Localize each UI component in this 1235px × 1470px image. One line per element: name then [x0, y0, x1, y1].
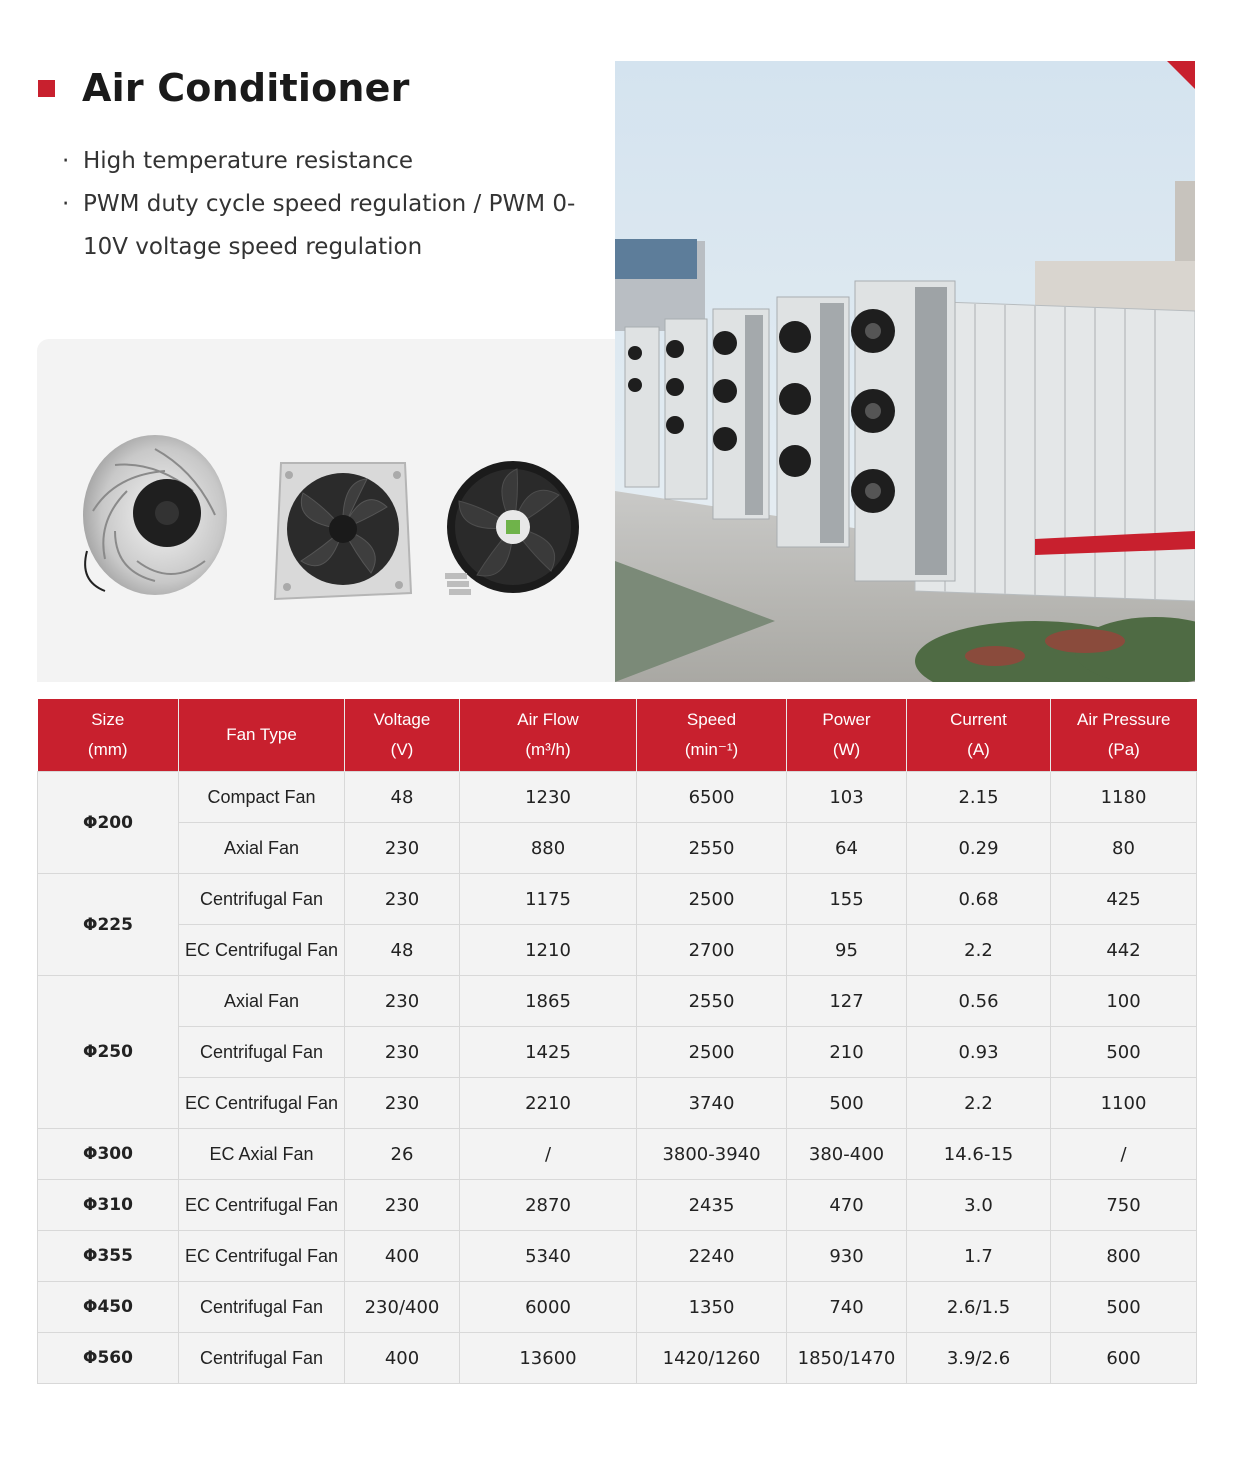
cell-power: 1850/1470 [787, 1333, 907, 1384]
cell-fan-type: EC Centrifugal Fan [179, 925, 345, 976]
cell-power: 740 [787, 1282, 907, 1333]
cell-speed: 2700 [637, 925, 787, 976]
cell-fan-type: Centrifugal Fan [179, 874, 345, 925]
cell-fan-type: Axial Fan [179, 976, 345, 1027]
cell-voltage: 400 [345, 1333, 460, 1384]
cell-air-pressure: 100 [1051, 976, 1197, 1027]
cell-air-flow: 1230 [460, 772, 637, 823]
cell-air-flow: / [460, 1129, 637, 1180]
feature-text: High temperature resistance [83, 148, 413, 174]
cell-power: 95 [787, 925, 907, 976]
cell-air-flow: 1175 [460, 874, 637, 925]
column-header-power: Power (W) [787, 699, 907, 772]
cell-power: 380-400 [787, 1129, 907, 1180]
column-header-voltage: Voltage (V) [345, 699, 460, 772]
cell-air-flow: 1425 [460, 1027, 637, 1078]
cell-size: Φ225 [38, 874, 179, 976]
cell-voltage: 48 [345, 925, 460, 976]
column-header-air-pressure: Air Pressure (Pa) [1051, 699, 1197, 772]
cell-voltage: 26 [345, 1129, 460, 1180]
cell-size: Φ310 [38, 1180, 179, 1231]
cell-current: 2.2 [907, 1078, 1051, 1129]
cell-fan-type: EC Centrifugal Fan [179, 1231, 345, 1282]
cell-speed: 2500 [637, 874, 787, 925]
cell-speed: 2550 [637, 976, 787, 1027]
cell-air-flow: 2210 [460, 1078, 637, 1129]
table-row [38, 772, 1197, 823]
cell-air-flow: 1865 [460, 976, 637, 1027]
cell-air-pressure: 425 [1051, 874, 1197, 925]
cell-voltage: 230 [345, 1027, 460, 1078]
table-body [38, 772, 1197, 1384]
cell-size: Φ560 [38, 1333, 179, 1384]
cell-voltage: 230 [345, 1180, 460, 1231]
bullet-icon: · [62, 191, 70, 217]
cell-size: Φ250 [38, 976, 179, 1129]
cell-current: 0.68 [907, 874, 1051, 925]
cell-power: 155 [787, 874, 907, 925]
cell-speed: 1420/1260 [637, 1333, 787, 1384]
cell-air-pressure: 750 [1051, 1180, 1197, 1231]
cell-speed: 6500 [637, 772, 787, 823]
cell-fan-type: EC Centrifugal Fan [179, 1078, 345, 1129]
cell-voltage: 230 [345, 1078, 460, 1129]
cell-power: 64 [787, 823, 907, 874]
column-header-current: Current (A) [907, 699, 1051, 772]
feature-item [62, 140, 582, 183]
cell-current: 14.6-15 [907, 1129, 1051, 1180]
cell-air-flow: 880 [460, 823, 637, 874]
cell-current: 0.93 [907, 1027, 1051, 1078]
table-row [38, 1078, 1197, 1129]
cell-power: 103 [787, 772, 907, 823]
table-header-row [38, 699, 1197, 772]
cell-air-flow: 13600 [460, 1333, 637, 1384]
cell-speed: 3800-3940 [637, 1129, 787, 1180]
fan-products-panel [37, 339, 637, 682]
cell-air-flow: 5340 [460, 1231, 637, 1282]
cell-size: Φ355 [38, 1231, 179, 1282]
cell-fan-type: EC Axial Fan [179, 1129, 345, 1180]
cell-size: Φ300 [38, 1129, 179, 1180]
table-row [38, 925, 1197, 976]
cell-power: 210 [787, 1027, 907, 1078]
cell-fan-type: Compact Fan [179, 772, 345, 823]
feature-item [62, 183, 582, 269]
cell-air-pressure: 500 [1051, 1027, 1197, 1078]
corner-accent [1167, 61, 1195, 89]
cell-air-flow: 1210 [460, 925, 637, 976]
cell-air-pressure: 1100 [1051, 1078, 1197, 1129]
cell-power: 470 [787, 1180, 907, 1231]
container-air-conditioners-image [615, 61, 1195, 682]
cell-fan-type: EC Centrifugal Fan [179, 1180, 345, 1231]
cell-current: 2.15 [907, 772, 1051, 823]
cell-voltage: 230/400 [345, 1282, 460, 1333]
cell-voltage: 230 [345, 874, 460, 925]
cell-current: 2.6/1.5 [907, 1282, 1051, 1333]
cell-current: 0.29 [907, 823, 1051, 874]
cell-fan-type: Centrifugal Fan [179, 1282, 345, 1333]
table-row [38, 1180, 1197, 1231]
table-row [38, 874, 1197, 925]
title-block [38, 66, 410, 110]
ec-axial-fan-image [435, 451, 585, 607]
cell-air-pressure: 600 [1051, 1333, 1197, 1384]
cell-air-pressure: 800 [1051, 1231, 1197, 1282]
cell-current: 2.2 [907, 925, 1051, 976]
cell-air-pressure: / [1051, 1129, 1197, 1180]
cell-fan-type: Centrifugal Fan [179, 1027, 345, 1078]
cell-speed: 2550 [637, 823, 787, 874]
cell-fan-type: Axial Fan [179, 823, 345, 874]
cell-voltage: 48 [345, 772, 460, 823]
centrifugal-fan-image [75, 431, 231, 601]
cell-voltage: 230 [345, 976, 460, 1027]
column-header-fan-type: Fan Type [179, 699, 345, 772]
cell-voltage: 230 [345, 823, 460, 874]
spec-table [37, 699, 1197, 1384]
page-title: Air Conditioner [82, 66, 410, 110]
cell-current: 3.0 [907, 1180, 1051, 1231]
cell-speed: 1350 [637, 1282, 787, 1333]
cell-air-flow: 2870 [460, 1180, 637, 1231]
feature-list [62, 140, 582, 269]
cell-air-pressure: 80 [1051, 823, 1197, 874]
installation-photo [615, 61, 1195, 682]
cell-current: 3.9/2.6 [907, 1333, 1051, 1384]
cell-speed: 3740 [637, 1078, 787, 1129]
cell-speed: 2435 [637, 1180, 787, 1231]
cell-power: 500 [787, 1078, 907, 1129]
table-row [38, 1282, 1197, 1333]
bullet-icon: · [62, 148, 70, 174]
column-header-size: Size (mm) [38, 699, 179, 772]
table-row [38, 1231, 1197, 1282]
table-row [38, 1027, 1197, 1078]
table-row [38, 976, 1197, 1027]
table-row [38, 823, 1197, 874]
cell-voltage: 400 [345, 1231, 460, 1282]
column-header-air-flow: Air Flow (m³/h) [460, 699, 637, 772]
cell-current: 1.7 [907, 1231, 1051, 1282]
cell-size: Φ450 [38, 1282, 179, 1333]
table-row [38, 1129, 1197, 1180]
cell-power: 930 [787, 1231, 907, 1282]
cell-power: 127 [787, 976, 907, 1027]
cell-air-pressure: 442 [1051, 925, 1197, 976]
cell-size: Φ200 [38, 772, 179, 874]
title-marker-icon [38, 80, 55, 97]
cell-speed: 2240 [637, 1231, 787, 1282]
feature-text: PWM duty cycle speed regulation / PWM 0-10V voltage speed regulation [83, 191, 576, 260]
cell-current: 0.56 [907, 976, 1051, 1027]
cell-fan-type: Centrifugal Fan [179, 1333, 345, 1384]
axial-fan-image [267, 455, 417, 605]
cell-air-pressure: 1180 [1051, 772, 1197, 823]
cell-air-pressure: 500 [1051, 1282, 1197, 1333]
cell-air-flow: 6000 [460, 1282, 637, 1333]
table-row [38, 1333, 1197, 1384]
cell-speed: 2500 [637, 1027, 787, 1078]
column-header-speed: Speed (min⁻¹) [637, 699, 787, 772]
